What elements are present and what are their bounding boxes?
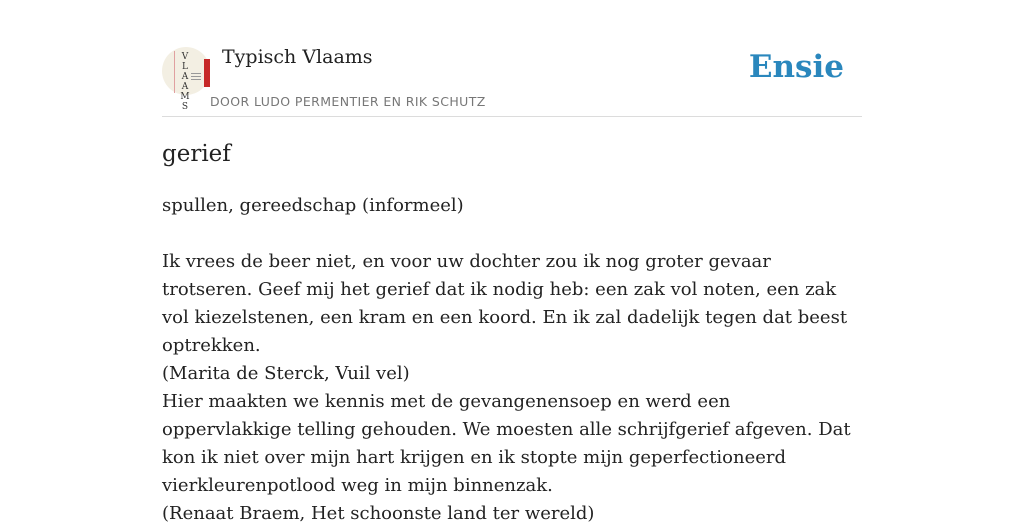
site-title[interactable]: Typisch Vlaams [222, 46, 373, 68]
example-source-1: (Marita de Sterck, Vuil vel) [162, 363, 410, 384]
logo-decorative-line [174, 51, 175, 93]
entry-content [162, 136, 862, 528]
example-source-2: (Renaat Braem, Het schoonste land ter wereld) [162, 503, 595, 524]
byline: DOOR LUDO PERMENTIER EN RIK SCHUTZ [210, 94, 486, 109]
typisch-vlaams-logo-icon[interactable] [162, 47, 210, 112]
logo-text-lines [191, 73, 201, 82]
header [162, 44, 862, 117]
ensie-brand-link[interactable]: Ensie [748, 49, 844, 85]
entry-definition: spullen, gereedschap (informeel) [162, 195, 464, 216]
entry-word: gerief [162, 141, 231, 167]
example-quote-1: Ik vrees de beer niet, en voor uw dochter zou ik nog groter gevaar trotseren. Geef mij het gerief dat ik nodig heb: een zak vol noten, een zak vol kiezelstenen, een kram en een koord. En ik zal dadelijk tegen dat beest optrekken. [162, 251, 848, 356]
entry-examples [162, 248, 862, 528]
logo-red-bar [204, 59, 210, 87]
logo-lettering: V L A A M S [180, 52, 190, 112]
example-quote-2: Hier maakten we kennis met de gevangenensoep en werd een oppervlakkige telling gehouden. We moesten alle schrijfgerief afgeven. Dat kon ik niet over mijn hart krijgen en ik stopte mijn geperfectioneerd vierkleurenpotlood weg in mijn binnenzak. [162, 391, 851, 496]
